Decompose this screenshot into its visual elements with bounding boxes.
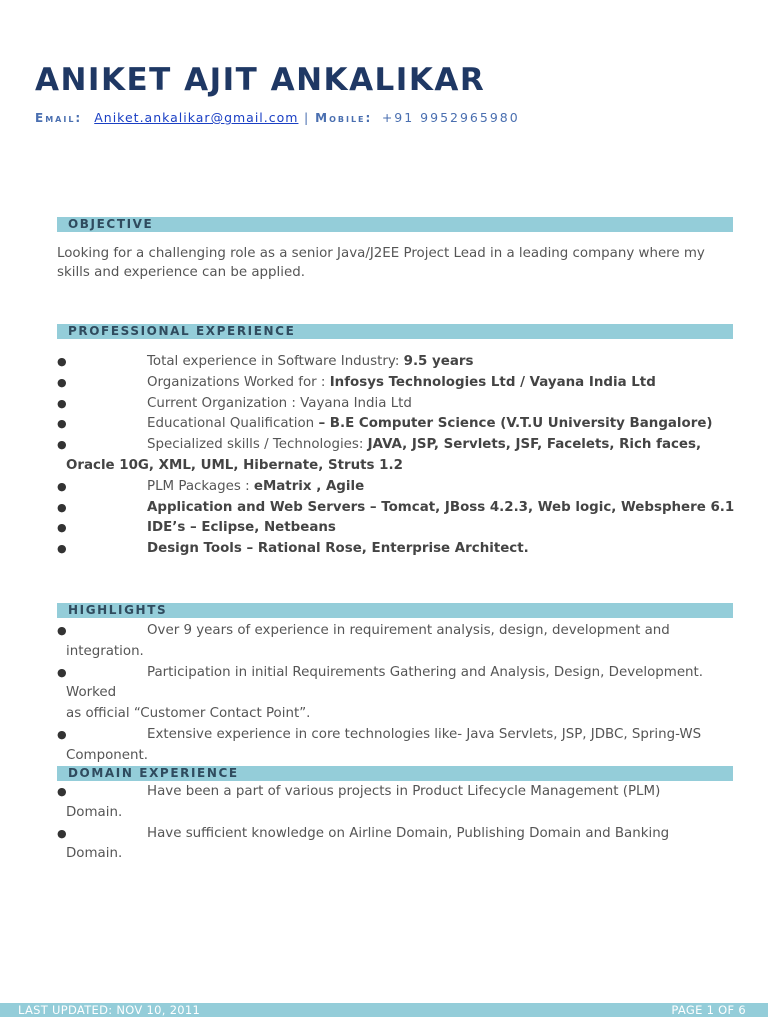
highlights-list <box>57 621 747 767</box>
item-value: IDE’s – Eclipse, Netbeans <box>147 520 336 536</box>
list-item <box>57 725 747 767</box>
page-footer <box>0 1003 768 1017</box>
bullet-icon: ● <box>57 785 67 798</box>
bullet-icon: ● <box>57 479 67 493</box>
item-label: Specialized skills / Technologies: <box>147 437 368 453</box>
item-text: Have sufficient knowledge on Airline Domain, Publishing Domain and Banking <box>147 825 670 841</box>
domain-heading: DOMAIN EXPERIENCE <box>57 766 733 781</box>
list-item <box>57 663 747 725</box>
item-value: Application and Web Servers – Tomcat, JBoss 4.2.3, Web logic, Websphere 6.1 <box>147 499 735 515</box>
list-item <box>57 414 747 435</box>
item-label: Organizations Worked for : <box>147 374 330 390</box>
last-updated: LAST UPDATED: NOV 10, 2011 <box>18 1003 201 1017</box>
list-item <box>57 782 747 824</box>
item-text-continued: Domain. <box>66 804 123 820</box>
objective-line-2: skills and experience can be applied. <box>57 265 305 280</box>
item-text: Have been a part of various projects in Product Lifecycle Management (PLM) <box>147 784 661 799</box>
item-text-continued: Domain. <box>66 846 123 862</box>
item-text: Extensive experience in core technologies like- Java Servlets, JSP, JDBC, Spring-WS <box>147 726 702 742</box>
list-item <box>57 824 747 866</box>
bullet-icon: ● <box>57 355 67 368</box>
item-value: Design Tools – Rational Rose, Enterprise Architect. <box>147 541 529 557</box>
email-label: Email: <box>35 111 83 125</box>
item-value: Infosys Technologies Ltd / Vayana India Ltd <box>329 374 656 390</box>
mobile-number: +91 9952965980 <box>381 110 520 125</box>
list-item <box>57 477 747 498</box>
bullet-icon: ● <box>57 826 67 840</box>
bullet-icon: ● <box>57 521 67 535</box>
bullet-icon: ● <box>57 396 67 410</box>
item-text-continued: as official “Customer Contact Point”. <box>66 706 311 722</box>
item-value: – B.E Computer Science (V.T.U University Bangalore) <box>318 416 713 432</box>
list-item <box>57 435 747 477</box>
item-text: Over 9 years of experience in requirement analysis, design, development and integration. <box>66 623 670 659</box>
item-value-continued: Oracle 10G, XML, UML, Hibernate, Struts 1.2 <box>66 457 403 473</box>
list-item <box>57 621 747 663</box>
item-value: 9.5 years <box>403 354 474 369</box>
bullet-icon: ● <box>57 500 67 514</box>
bullet-icon: ● <box>57 438 67 452</box>
bullet-icon: ● <box>57 624 67 637</box>
item-text-continued: Component. <box>66 747 148 763</box>
list-item <box>57 352 747 373</box>
bullet-icon: ● <box>57 727 67 741</box>
item-value: eMatrix , Agile <box>253 478 365 494</box>
bullet-icon: ● <box>57 375 67 389</box>
email-link[interactable]: Aniket.ankalikar@gmail.com <box>94 110 299 125</box>
highlights-heading: HIGHLIGHTS <box>57 603 733 618</box>
objective-heading: OBJECTIVE <box>57 217 733 232</box>
mobile-label: Mobile: <box>315 111 373 125</box>
objective-text <box>57 244 737 282</box>
item-label: Educational Qualification <box>147 416 319 432</box>
list-item <box>57 394 747 415</box>
experience-list <box>57 352 747 560</box>
item-text: Participation in initial Requirements Gathering and Analysis, Design, Development. Worked <box>66 664 704 701</box>
list-item <box>57 498 747 519</box>
contact-line <box>35 110 520 125</box>
item-label: Current Organization : Vayana India Ltd <box>147 395 412 411</box>
list-item <box>57 518 747 539</box>
bullet-icon: ● <box>57 417 67 431</box>
bullet-icon: ● <box>57 542 67 556</box>
candidate-name: ANIKET AJIT ANKALIKAR <box>35 62 486 98</box>
list-item <box>57 539 747 560</box>
item-label: PLM Packages : <box>147 478 254 494</box>
item-label: Total experience in Software Industry: <box>147 354 404 369</box>
list-item <box>57 373 747 394</box>
contact-separator: | <box>303 110 310 125</box>
experience-heading: PROFESSIONAL EXPERIENCE <box>57 324 733 339</box>
domain-list <box>57 782 747 865</box>
bullet-icon: ● <box>57 665 67 679</box>
item-value: JAVA, JSP, Servlets, JSF, Facelets, Rich faces, <box>367 437 702 453</box>
page-number: PAGE 1 OF 6 <box>671 1003 746 1017</box>
objective-line-1: Looking for a challenging role as a senior Java/J2EE Project Lead in a leading company where my <box>57 246 705 261</box>
